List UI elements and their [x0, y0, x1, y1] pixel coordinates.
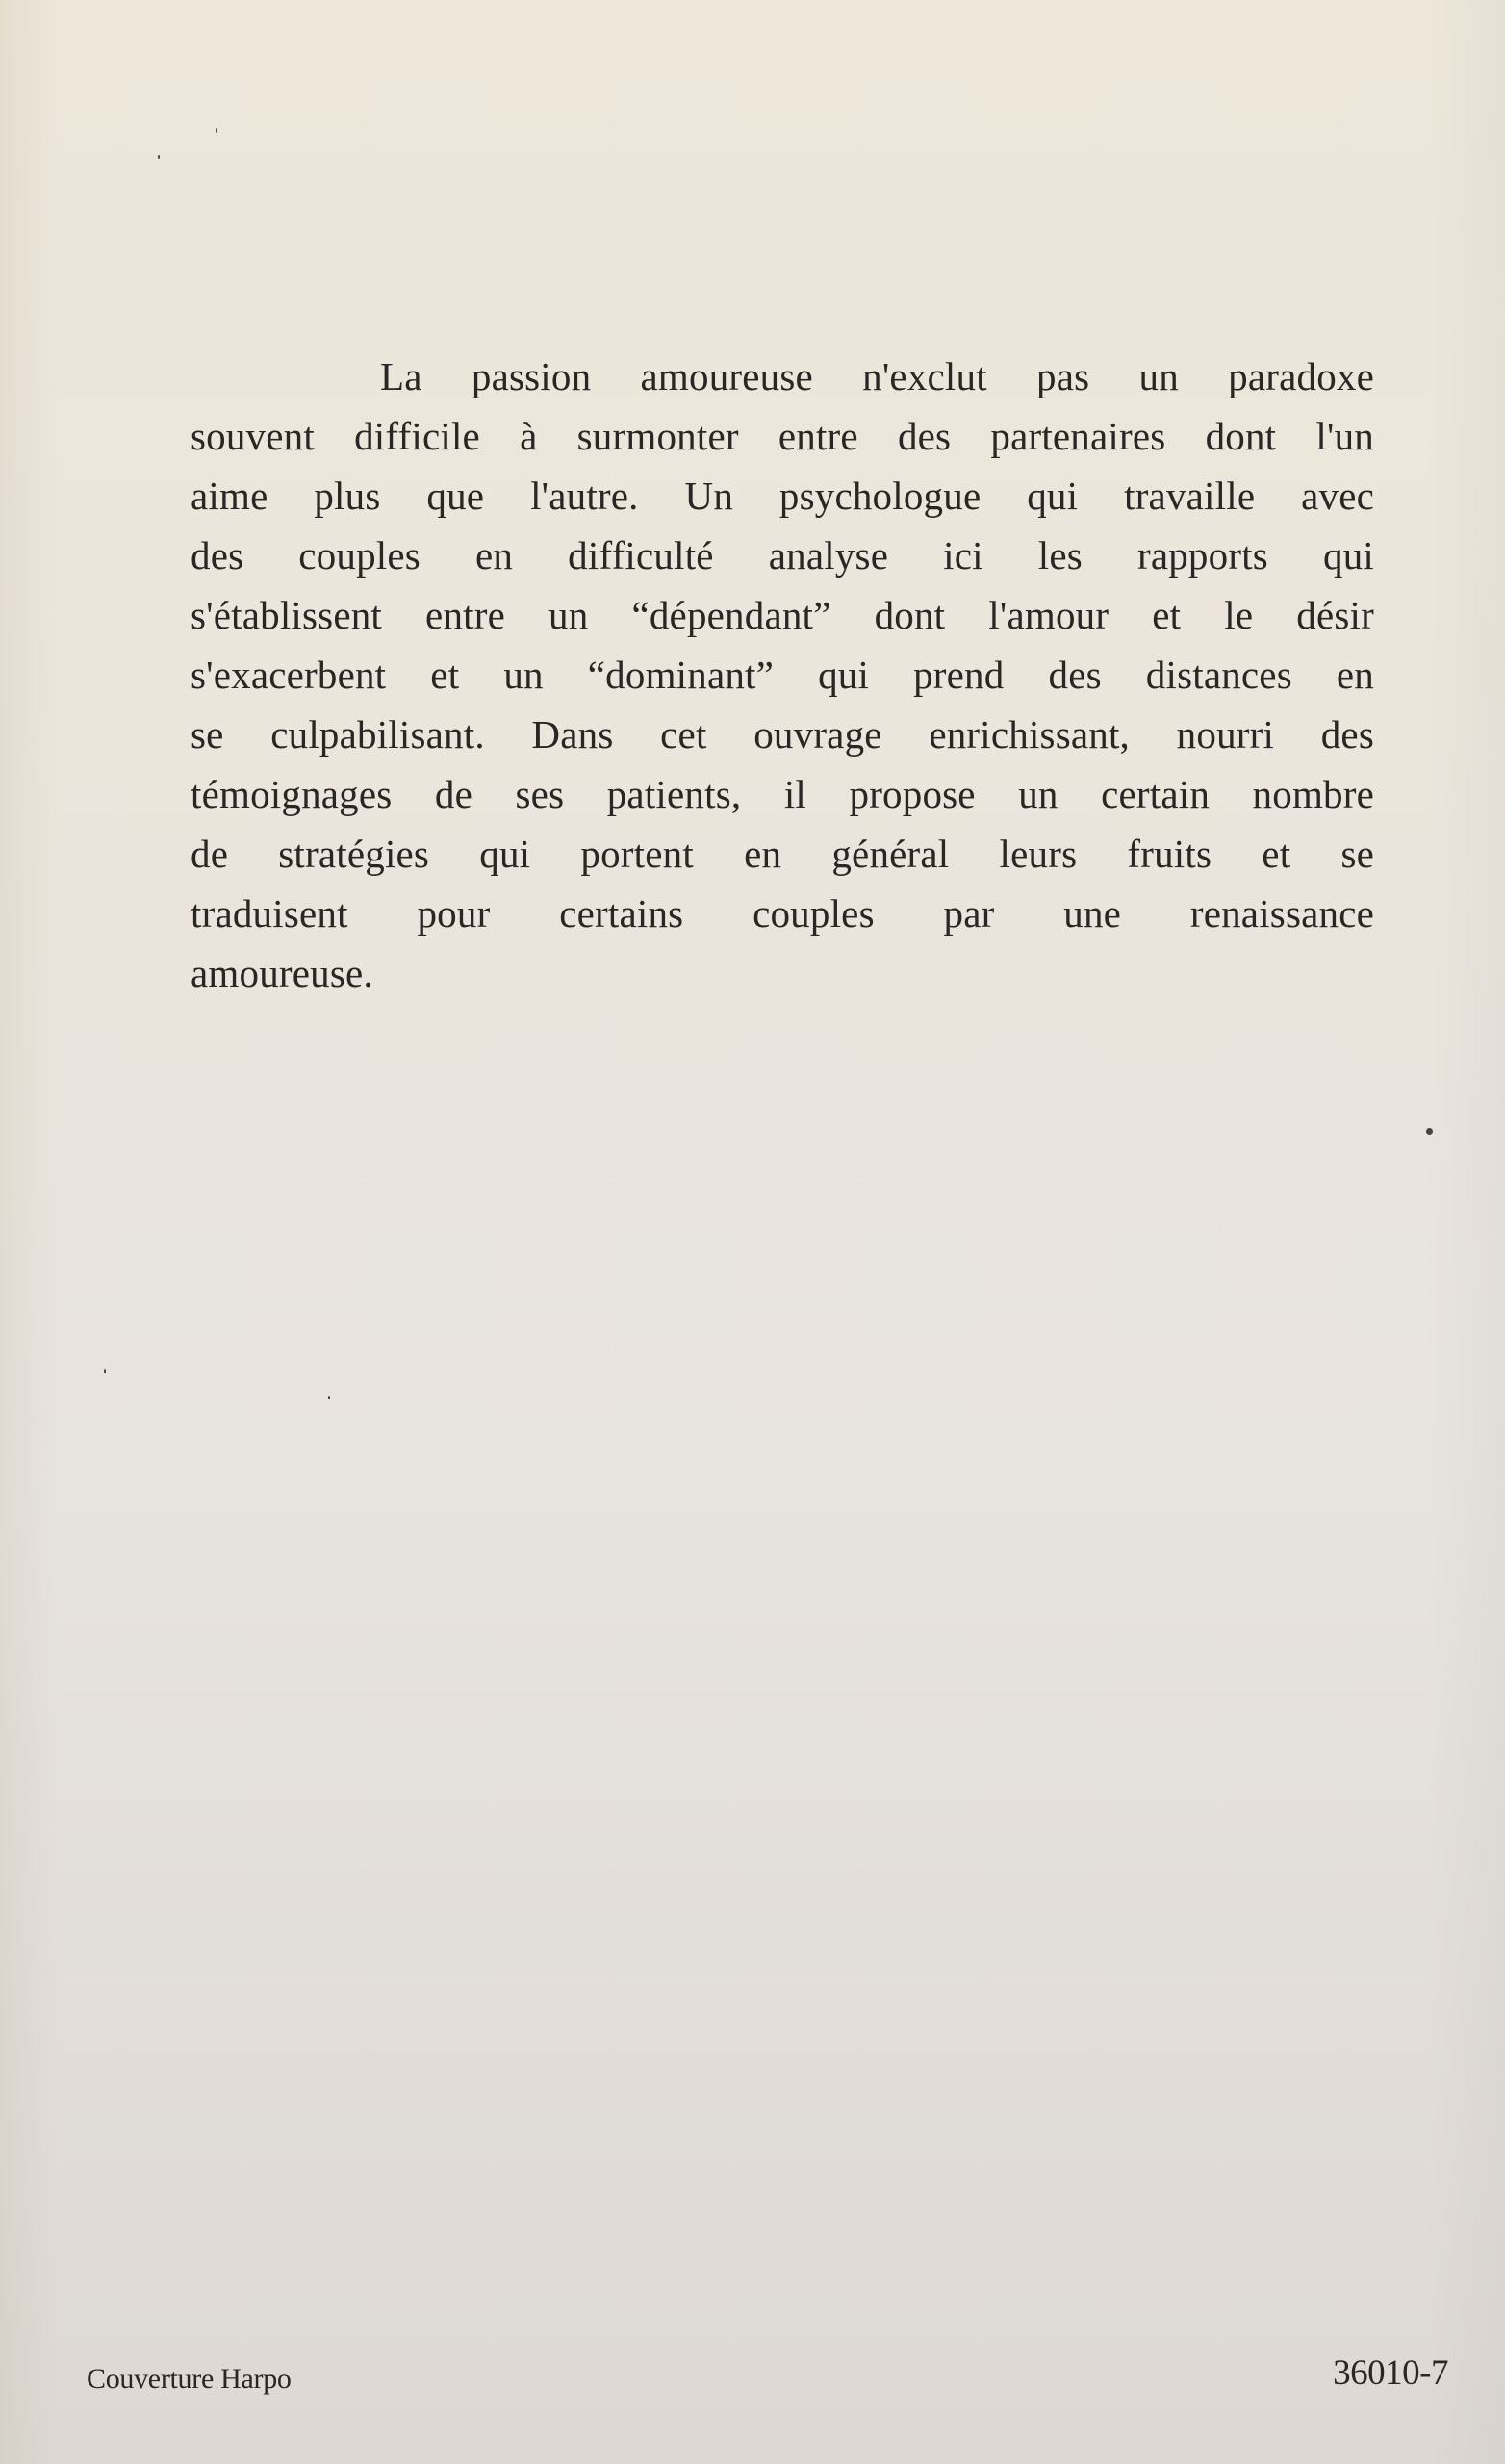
blurb-line: s'établissent entre un “dépendant” dont l'amour et le désir [191, 593, 1374, 637]
paper-speck [1426, 1128, 1433, 1135]
blurb-line: souvent difficile à surmonter entre des partenaires dont l'un [191, 414, 1374, 458]
blurb-line: témoignages de ses patients, il propose un certain nombre [191, 772, 1374, 816]
blurb-line: amoureuse. [191, 951, 373, 995]
blurb-line: traduisent pour certains couples par une renaissance [191, 891, 1374, 936]
blurb-line: aime plus que l'autre. Un psychologue qui travaille avec [191, 474, 1374, 518]
paper-speck [158, 155, 160, 159]
cover-credit: Couverture Harpo [87, 2363, 292, 2395]
paper-speck [104, 1369, 106, 1373]
blurb-line: se culpabilisant. Dans cet ouvrage enrichissant, nourri des [191, 712, 1374, 757]
catalog-number: 36010-7 [1333, 2353, 1448, 2393]
paper-speck [328, 1396, 330, 1399]
blurb-line: La passion amoureuse n'exclut pas un paradoxe [380, 354, 1374, 398]
paper-speck [216, 128, 217, 133]
blurb-line: des couples en difficulté analyse ici les rapports qui [191, 533, 1374, 578]
blurb-line: s'exacerbent et un “dominant” qui prend des distances en [191, 653, 1374, 697]
blurb-line: de stratégies qui portent en général leurs fruits et se [191, 832, 1374, 876]
